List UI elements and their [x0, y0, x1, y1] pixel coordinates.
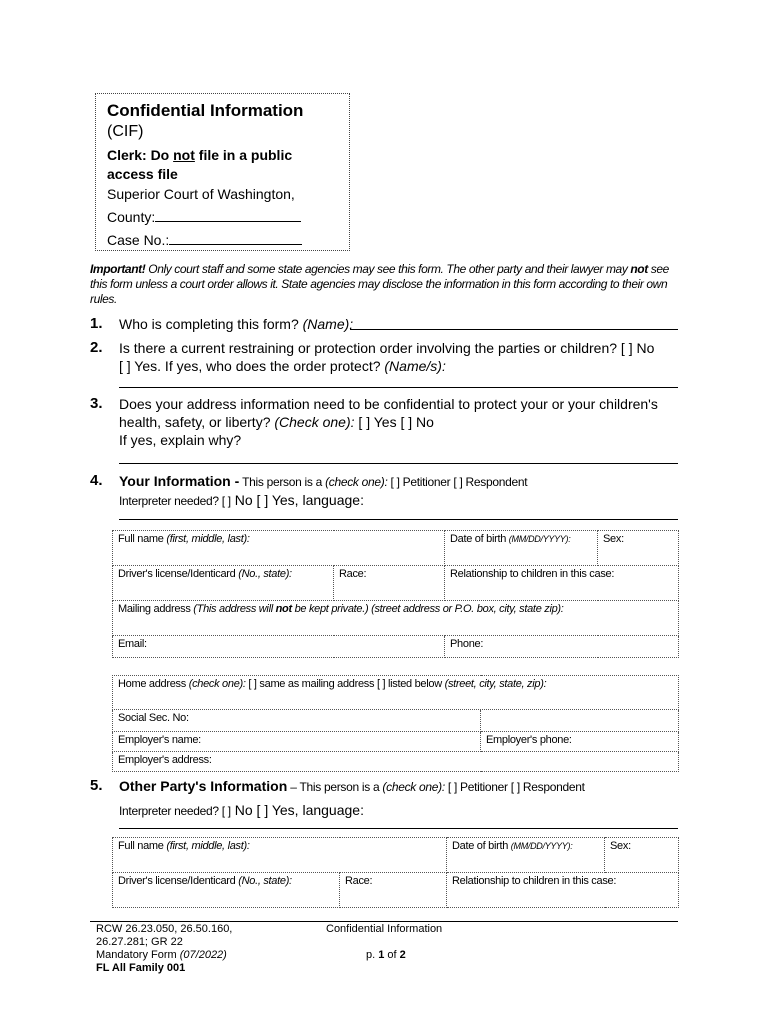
other-race-cell[interactable]: Race: — [340, 873, 447, 908]
ssn-extra-cell[interactable] — [481, 710, 679, 732]
important-notice: Important! Only court staff and some state agencies may see this form. The other party and their lawyer may not see this form unless a court order allows it. State agencies may disclose the information in this form according to their own rules. — [90, 262, 669, 306]
footer-center-title: Confidential Information — [326, 923, 443, 935]
drivers-license-cell[interactable]: Driver's license/Identicard (No., state): — [113, 566, 334, 601]
q3-number: 3. — [90, 395, 103, 412]
q4-language-line[interactable] — [119, 519, 678, 520]
footer-left: RCW 26.23.050, 26.50.160, 26.27.281; GR 22 Mandatory Form (07/2022) FL All Family 001 — [96, 923, 233, 974]
other-sex-cell[interactable]: Sex: — [605, 838, 679, 873]
employer-phone-cell[interactable]: Employer's phone: — [481, 732, 679, 752]
employer-address-cell[interactable]: Employer's address: — [113, 752, 679, 772]
form-abbr: (CIF) — [107, 123, 144, 140]
q5-language-line[interactable] — [119, 828, 678, 829]
q2-answer-line[interactable] — [119, 387, 678, 388]
q1-text: Who is completing this form? (Name): — [119, 316, 354, 332]
other-full-name-cell[interactable]: Full name (first, middle, last): — [113, 838, 447, 873]
court-name: Superior Court of Washington, — [107, 186, 295, 202]
full-name-cell[interactable]: Full name (first, middle, last): — [113, 531, 445, 566]
relationship-cell[interactable]: Relationship to children in this case: — [445, 566, 679, 601]
footer-page-number: p. 1 of 2 — [366, 949, 406, 961]
other-dob-cell[interactable]: Date of birth (MM/DD/YYYY): — [447, 838, 605, 873]
employer-name-cell[interactable]: Employer's name: — [113, 732, 481, 752]
q2-text: Is there a current restraining or protection order involving the parties or children? [ ] No [ ] Yes. If yes, who does the order protect? (Name/s): — [119, 340, 655, 374]
email-cell[interactable]: Email: — [113, 636, 445, 658]
county-field[interactable]: County: — [107, 209, 301, 225]
q3-text: Does your address information need to be confidential to protect your or your children's health, safety, or liberty? (Check one): [ ] Yes [ ] No If yes, explain why? — [119, 396, 658, 448]
q1-number: 1. — [90, 315, 103, 332]
q3-explain-line[interactable] — [119, 463, 678, 464]
q5-text: Other Party's Information – This person is a (check one): [ ] Petitioner [ ] Respondent Interpreter needed? [ ] No [ ] Yes, language: — [119, 778, 585, 818]
other-party-table — [112, 837, 679, 908]
q2-number: 2. — [90, 339, 103, 356]
phone-cell[interactable]: Phone: — [445, 636, 679, 658]
form-title: Confidential Information — [107, 101, 304, 120]
home-address-cell[interactable]: Home address (check one): [ ] same as mailing address [ ] listed below (street, city, state, zip): — [113, 676, 679, 710]
other-relationship-cell[interactable]: Relationship to children in this case: — [447, 873, 679, 908]
form-header-box — [95, 93, 350, 251]
mailing-address-cell[interactable]: Mailing address (This address will not be kept private.) (street address or P.O. box, city, state zip): — [113, 601, 679, 636]
dob-cell[interactable]: Date of birth (MM/DD/YYYY): — [445, 531, 598, 566]
q4-number: 4. — [90, 472, 103, 489]
q4-text: Your Information - This person is a (check one): [ ] Petitioner [ ] Respondent Interpreter needed? [ ] No [ ] Yes, language: — [119, 473, 528, 508]
case-number-field[interactable]: Case No.: — [107, 232, 302, 248]
sex-cell[interactable]: Sex: — [598, 531, 679, 566]
q1-name-line[interactable] — [350, 329, 678, 330]
home-employer-table — [112, 675, 679, 772]
ssn-cell[interactable]: Social Sec. No: — [113, 710, 481, 732]
footer-rule — [90, 921, 678, 922]
q5-number: 5. — [90, 777, 103, 794]
other-drivers-license-cell[interactable]: Driver's license/Identicard (No., state): — [113, 873, 340, 908]
race-cell[interactable]: Race: — [334, 566, 445, 601]
your-info-table — [112, 530, 679, 658]
clerk-notice: Clerk: Do not file in a public access file — [107, 147, 293, 182]
